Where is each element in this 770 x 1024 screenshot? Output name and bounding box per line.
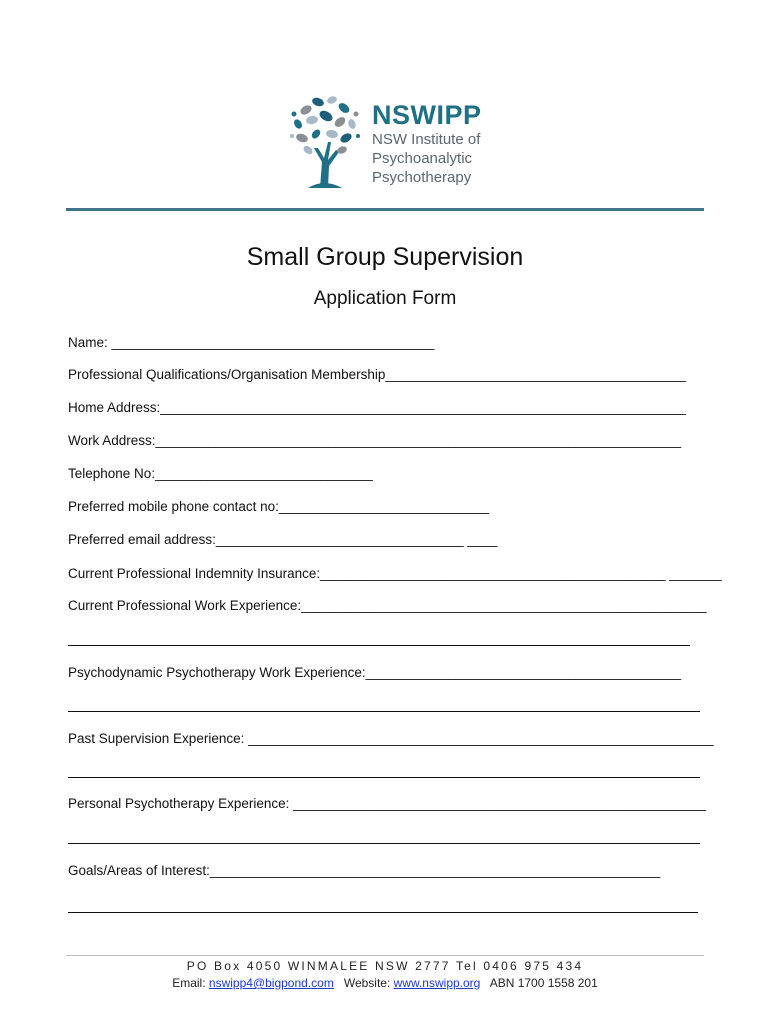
field-qualifications[interactable]: Professional Qualifications/Organisation Membership________________________________________ <box>68 367 686 382</box>
field-psychodynamic-experience[interactable]: Psychodynamic Psychotherapy Work Experience:__________________________________________ <box>68 665 681 680</box>
field-mobile[interactable]: Preferred mobile phone contact no:____________________________ <box>68 499 490 514</box>
website-link[interactable]: www.nswipp.org <box>393 976 481 990</box>
footer-address: PO Box 4050 WINMALEE NSW 2777 Tel 0406 975 434 <box>186 959 584 973</box>
form-title: Small Group Supervision <box>246 243 524 271</box>
field-work-address[interactable]: Work Address:______________________________________________________________________ <box>68 433 682 448</box>
email-link[interactable]: nswipp4@bigpond.com <box>208 976 334 990</box>
field-name[interactable]: Name: ___________________________________________ <box>68 335 435 350</box>
answer-line[interactable] <box>68 843 700 844</box>
footer-contact <box>0 976 770 990</box>
field-email[interactable]: Preferred email address:_________________________________ ____ <box>68 532 498 547</box>
form-subtitle: Application Form <box>313 288 457 309</box>
field-indemnity-insurance[interactable]: Current Professional Indemnity Insurance:______________________________________________ _______ <box>68 566 722 581</box>
answer-line[interactable] <box>68 645 690 646</box>
field-goals[interactable]: Goals/Areas of Interest:____________________________________________________________ <box>68 863 661 878</box>
tree-logo-icon <box>284 90 364 190</box>
logo-line-3: Psychotherapy <box>372 169 472 186</box>
website-label: Website: <box>343 976 391 990</box>
answer-line[interactable] <box>68 711 700 712</box>
footer-divider <box>66 955 704 956</box>
nswipp-logo <box>284 90 584 200</box>
field-supervision-experience[interactable]: Past Supervision Experience: ______________________________________________________________ <box>68 731 714 746</box>
logo-line-1: NSW Institute of <box>372 131 481 148</box>
field-home-address[interactable]: Home Address:______________________________________________________________________ <box>68 400 686 415</box>
field-telephone[interactable]: Telephone No:_____________________________ <box>68 466 373 481</box>
logo-line-2: Psychoanalytic <box>372 150 473 167</box>
logo-name: NSWIPP <box>372 100 482 130</box>
answer-line[interactable] <box>68 777 700 778</box>
field-work-experience[interactable]: Current Professional Work Experience:______________________________________________________ <box>68 598 707 613</box>
answer-line[interactable] <box>68 912 698 913</box>
email-label: Email: <box>172 976 206 990</box>
field-psychotherapy-experience[interactable]: Personal Psychotherapy Experience: _______________________________________________________ <box>68 796 707 811</box>
abn-text: ABN 1700 1558 201 <box>489 976 598 990</box>
header-divider <box>66 208 704 211</box>
